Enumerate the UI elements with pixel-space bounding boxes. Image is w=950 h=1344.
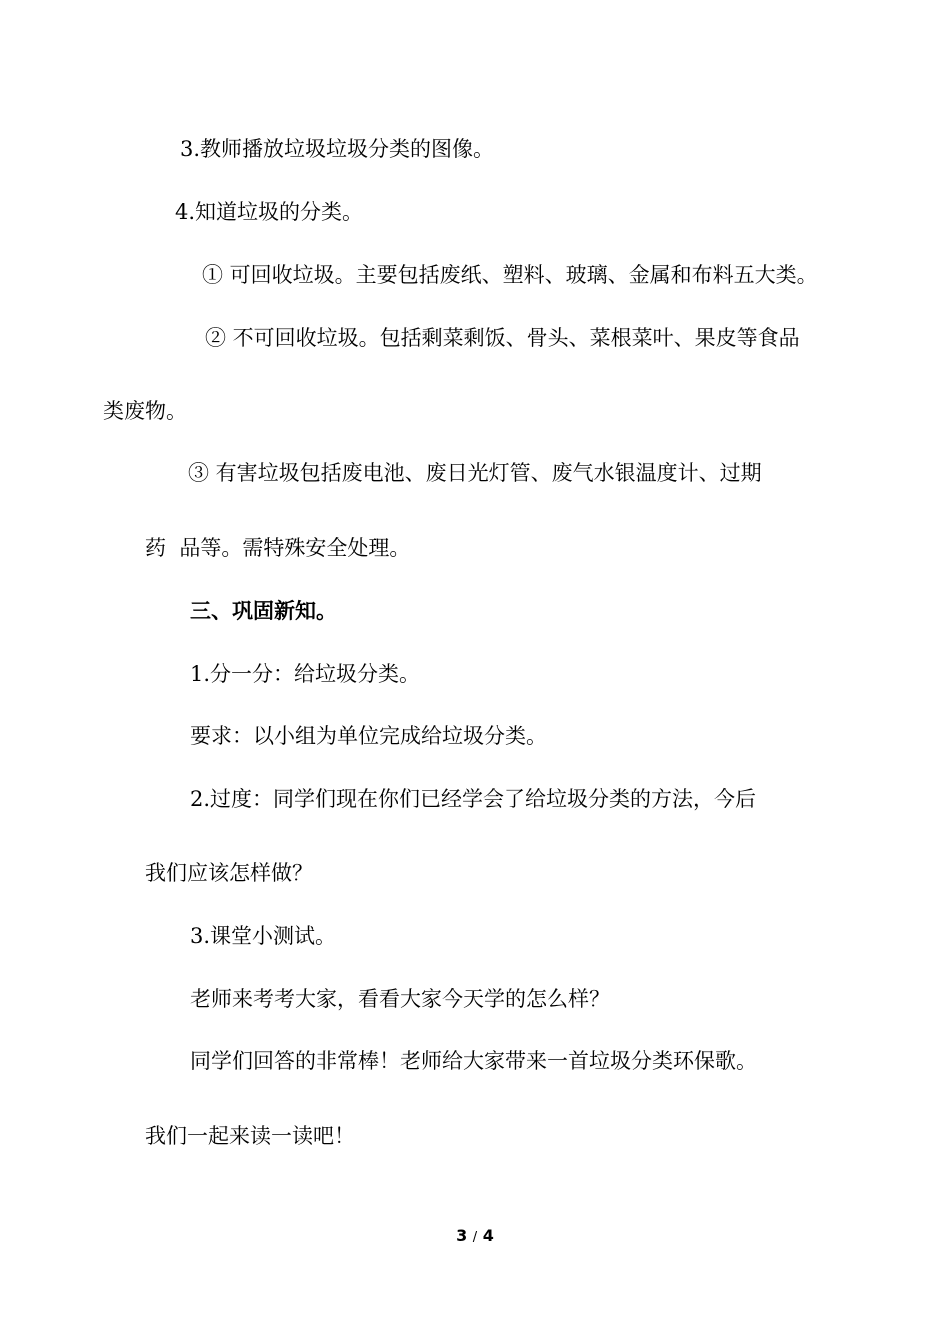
paragraph-quiz-prompt: 老师来考考大家，看看大家今天学的怎么样？ [190, 987, 610, 1011]
paragraph-non-recyclable: ② 不可回收垃圾。包括剩菜剩饭、骨头、菜根菜叶、果皮等食品 [205, 326, 800, 350]
paragraph-activity-1: 1.分一分：给垃圾分类。 [190, 662, 421, 686]
paragraph-praise: 同学们回答的非常棒！老师给大家带来一首垃圾分类环保歌。 [190, 1049, 757, 1073]
section-heading: 三、巩固新知。 [190, 599, 337, 623]
paragraph-requirement: 要求：以小组为单位完成给垃圾分类。 [190, 724, 547, 748]
paragraph-step-3: 3.教师播放垃圾垃圾分类的图像。 [180, 137, 495, 161]
paragraph-transition-continued: 我们应该怎样做？ [145, 861, 313, 885]
paragraph-quiz: 3.课堂小测试。 [190, 924, 337, 948]
paragraph-hazardous-continued: 药 品等。需特殊安全处理。 [145, 536, 411, 560]
paragraph-recyclable: ① 可回收垃圾。主要包括废纸、塑料、玻璃、金属和布料五大类。 [202, 263, 818, 287]
paragraph-read-together: 我们一起来读一读吧！ [145, 1124, 355, 1148]
paragraph-step-4: 4.知道垃圾的分类。 [175, 200, 364, 224]
paragraph-transition: 2.过度：同学们现在你们已经学会了给垃圾分类的方法，今后 [190, 787, 757, 811]
paragraph-hazardous: ③ 有害垃圾包括废电池、废日光灯管、废气水银温度计、过期 [188, 461, 762, 485]
paragraph-non-recyclable-continued: 类废物。 [103, 399, 187, 423]
total-pages: 4 [482, 1226, 494, 1245]
current-page: 3 [456, 1226, 468, 1245]
page-number [0, 1226, 950, 1248]
page-separator: / [472, 1230, 478, 1245]
